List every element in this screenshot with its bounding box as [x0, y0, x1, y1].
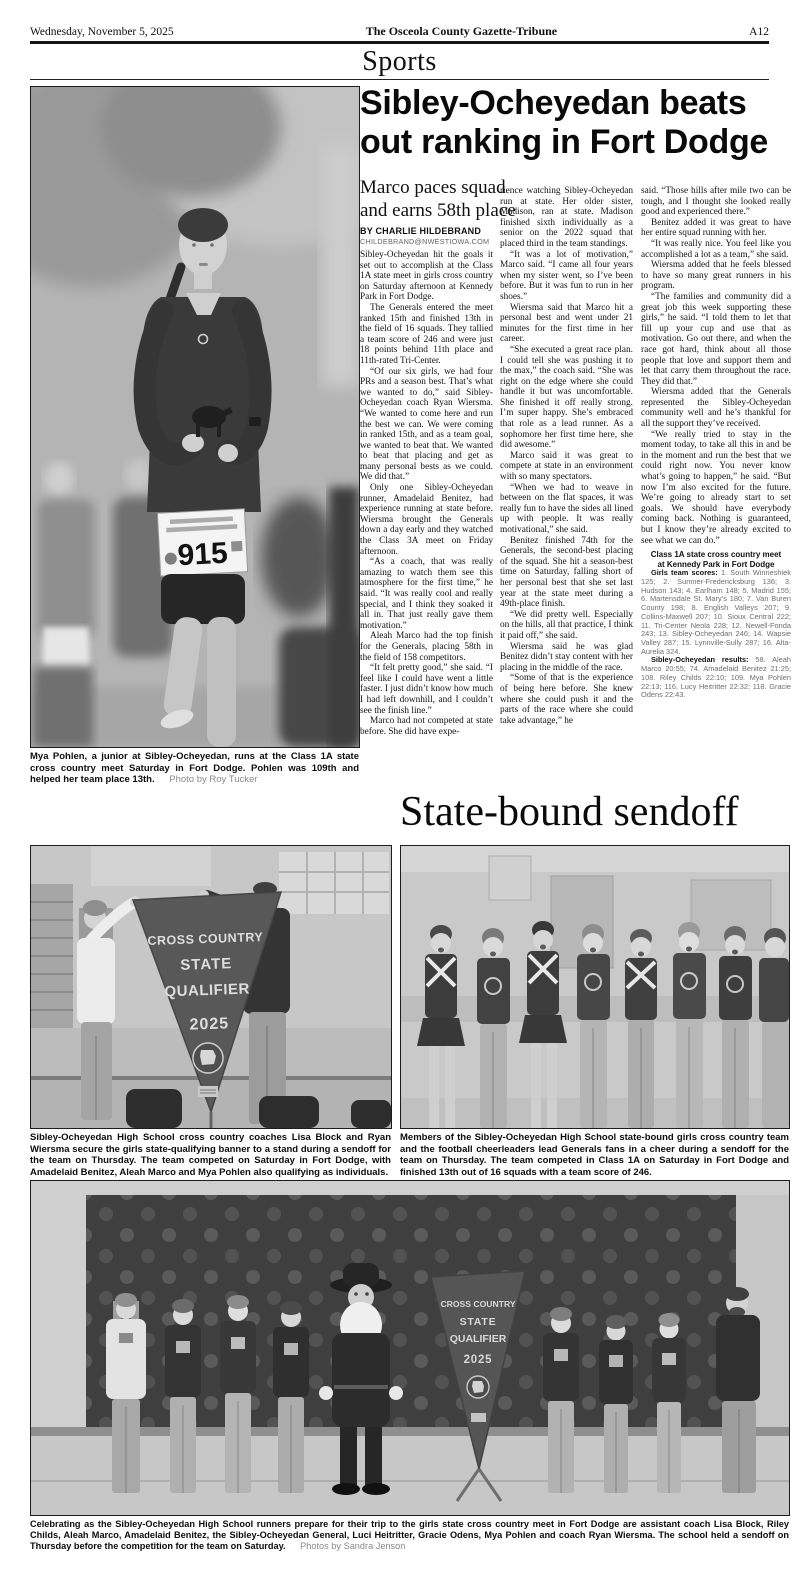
- issue-date: Wednesday, November 5, 2025: [30, 26, 174, 38]
- paragraph: “It was a lot of motivation,” Marco said. “I came all four years when my sister went, so I’ve been before. But it was fun to run in her shoes.”: [500, 249, 633, 302]
- team-scores-label: Girls team scores:: [651, 568, 721, 578]
- paragraph: “It was really nice. You feel like you accomplished a lot as a team,” she said.: [641, 238, 791, 260]
- right-leg: [207, 617, 236, 747]
- banner-line4: 2025: [189, 1015, 230, 1034]
- caption-text: Celebrating as the Sibley-Ocheyedan High School runners prepare for their trip to the girls state cross country meet in Fort Dodge are assistant coach Lisa Block, Riley Childs, Aleah Marco, Amadelaid Benitez, the Sibley-Ocheyedan General, Luci Heitritter, Gracie Odens, Mya Pohlen and coach Ryan Wiersma. The school held a sendoff on Thursday before the competition for the team on Saturday.: [30, 1519, 789, 1552]
- cheerleader: [625, 929, 657, 1128]
- hoodie: [106, 1319, 146, 1399]
- paragraph: Benitez added it was great to have her entire squad running with her.: [641, 217, 791, 239]
- caption-text: Members of the Sibley-Ocheyedan High School state-bound girls cross country team and the football cheerleaders lead Generals fans in a cheer during a sendoff for the team on Thursday. The team competed in Class 1A on Saturday in Fort Dodge and finished 13th out of 16 squads with a team score of 246.: [400, 1132, 789, 1178]
- results-box: [641, 550, 791, 700]
- paragraph: Only one Sibley-Ocheyedan runner, Amadelaid Benitez, had experience running at state before. Wiersma brought the Generals down a day early and they watched the Class 3A meet on Friday afternoon.: [360, 483, 493, 557]
- byline-email: CHILDEBRAND@NWESTIOWA.COM: [360, 237, 490, 246]
- paragraph: “As a coach, that was really amazing to watch them see this atmosphere for the first time,” he said. “It was really cool and really special, and I think they soaked it all in. That just really gave them motivation.”: [360, 557, 493, 631]
- paragraph: “We did pretty well. Especially on the hills, all that practice, I think it paid off,” she said.: [500, 609, 633, 641]
- banner-line1: CROSS COUNTRY: [147, 930, 264, 949]
- paragraph: Sibley-Ocheyedan hit the goals it set out to accomplish at the Class 1A state meet in girls cross country on Saturday afternoon at Kennedy Park in Fort Dodge.: [360, 250, 493, 303]
- paragraph: Wiersma said that Marco hit a personal best and went under 21 minutes for the first time in her career.: [500, 302, 633, 345]
- paragraph: “She executed a great race plan. I could tell she was pushing it to the max,” the coach said. “She was right on the edge where she could handle it but was uncomfortable. She finished it off really strong. I’m super happy. She’s embraced that role as a lead runner. As a sophomore her first time here, she did awesome.”: [500, 344, 633, 451]
- so-results-text: 58. Aleah Marco 20:55; 74. Amadelaid Benitez 21:25; 108. Riley Childs 22:10; 109. Mya Pohlen 22:13; 116. Lucy Heitritter 22:32; 118. Gracie Odens 22:43.: [641, 655, 791, 700]
- team-member: [577, 924, 610, 1128]
- masthead-title: The Osceola County Gazette-Tribune: [365, 24, 558, 38]
- so-results: [641, 656, 791, 700]
- banner-logo-icon: [198, 1086, 218, 1097]
- coaches-photo-caption: [30, 1132, 391, 1178]
- paragraph: “The families and community did a great job this week supporting these girls,” he said. “I told them to let that fill up your cup and use that as motivation. Go out there, and when the race got hard, think about all those people that love and support them and let that carry them throughout the race. They did that.”: [641, 291, 791, 387]
- results-title-line2: at Kennedy Park in Fort Dodge: [657, 559, 775, 569]
- paragraph: “Some of that is the experience of being here before. She knew where she could push it and the parts of the race where she could take advantage,” he: [500, 673, 633, 726]
- paragraph: “Of our six girls, we had four PRs and a season best. That’s what we wanted to do,” said Sibley-Ocheyedan coach Ryan Wiersma. “We wanted to come here and run the best we can. We were coming in ranked 15th, and as a team goal, we wanted to beat that. We wanted to beat that placing and get as many personal bests as we could. We did that.”: [360, 366, 493, 483]
- so-results-label: Sibley-Ocheyedan results:: [651, 655, 756, 665]
- mascot-coat: [332, 1333, 390, 1427]
- paragraph: “When we had to weave in between on the flat spaces, it was really fun to have the sides all lined up with people. It was really motivational,” she said.: [500, 482, 633, 535]
- team-scores-text: 1. South Winneshiek 125; 2. Sumner-Fredericksburg 136; 3. Hudson 143; 4. Earlham 148; 5. Madrid 155; 6. Martensdale St. Mary’s 180; 7. Van Buren County 198; 8. English Valleys 207; 9. Collins-Maxwell 207; 10. Sioux Central 222; 11. Tri-Center Neola 228; 12. Newell-Fonda 243; 13. Sibley-Ocheyedan 246; 14. Wapsie Valley 287; 15. Lynnville-Sully 287; 16. Alta-Aurelia 324.: [641, 568, 791, 656]
- runner-photo-caption: [30, 751, 359, 786]
- article-headline: Sibley-Ocheyedan beats out ranking in Fort Dodge: [360, 84, 769, 161]
- team-member: [719, 926, 752, 1128]
- article-column-2: [500, 186, 633, 726]
- white-top: [77, 938, 115, 1024]
- paragraph: Aleah Marco had the top finish for the Generals, placing 58th in the field of 158 competitors.: [360, 631, 493, 663]
- race-bib: [157, 509, 247, 576]
- byline: BY CHARLIE HILDEBRAND: [360, 226, 482, 236]
- banner-logo-icon: [471, 1413, 486, 1422]
- article-column-3: [641, 186, 791, 700]
- cheer-photo-caption: [400, 1132, 789, 1178]
- paragraph: Marco said it was great to compete at state in an environment with so many spectators.: [500, 450, 633, 483]
- sendoff-headline: State-bound sendoff: [400, 789, 739, 835]
- left-hand: [182, 434, 204, 452]
- banner-line1: CROSS COUNTRY: [440, 1299, 516, 1309]
- bib-number: 915: [176, 536, 229, 573]
- coaches-banner-photo: [30, 845, 392, 1129]
- blurred-bib: [43, 627, 89, 667]
- page-number: A12: [749, 26, 769, 38]
- assistant-coach: [106, 1293, 146, 1493]
- caption-text: Sibley-Ocheyedan High School cross country coaches Lisa Block and Ryan Wiersma secure the girls state-qualifying banner to a stand during a sendoff for the team on Thursday. The team competed on Saturday in Fort Dodge, with Amadelaid Benitez, Aleah Marco and Mya Pohlen also qualifying as individuals.: [30, 1132, 391, 1178]
- section-rule: [30, 79, 769, 80]
- right-hand: [218, 444, 238, 462]
- header-rule: [30, 41, 769, 44]
- paragraph: said. “Those hills after mile two can be tough, and I thought she looked really good and experienced there.”: [641, 186, 791, 218]
- banner-line3: QUALIFIER: [164, 980, 251, 1001]
- paragraph: The Generals entered the meet ranked 15th and finished 13th in the field of 16 squads. They tallied a team score of 246 and were just 18 points behind 11th place and 11th-rated Tri-Center.: [360, 302, 493, 366]
- neck: [194, 271, 212, 289]
- group-photo: [30, 1180, 790, 1516]
- paragraph: Benitez finished 74th for the Generals, the second-best placing of the squad. She hit a season-best time on Saturday, falling short of her personal best that she set last year at the state meet during a 49th-place finish.: [500, 535, 633, 610]
- group-photo-illustration: [31, 1181, 789, 1515]
- results-title-line1: Class 1A state cross country meet: [650, 550, 782, 560]
- photo-credit: Photos by Sandra Jenson: [300, 1541, 406, 1552]
- runner-photo: [30, 86, 360, 748]
- cheer-photo-illustration: [401, 846, 789, 1128]
- cheer-photo: [400, 845, 790, 1129]
- coaches-photo-illustration: [31, 846, 391, 1128]
- banner-line4: 2025: [463, 1354, 493, 1366]
- article-deck: Marco paces squad and earns 58th place: [360, 177, 516, 221]
- paragraph: Wiersma added that the Generals represented the Sibley-Ocheyedan community well and he’s thankful for all the support they’ve received.: [641, 387, 791, 430]
- photo-credit: Photo by Roy Tucker: [169, 774, 258, 786]
- paragraph: Wiersma added that he feels blessed to have so many great runners in his program.: [641, 260, 791, 292]
- paragraph: “We really tried to stay in the moment today, to take all this in and be in the moment and run the best that we could right now. You never know what’s going to happen,” he said. “But now I’m also excited for the future. We’re going to already start to set goals. We should have everybody coming back. Nothing is guaranteed, but I know they’re already excited to see what we can do.”: [641, 429, 791, 546]
- caption-text: Mya Pohlen, a junior at Sibley-Ocheyedan, runs at the Class 1A state cross country meet Saturday in Fort Dodge. Pohlen was 109th and helped her team place 13th.: [30, 751, 359, 786]
- article-column-1: [360, 250, 493, 737]
- banner-line2: STATE: [179, 955, 233, 974]
- masthead-row: [30, 24, 769, 39]
- group-photo-caption: [30, 1519, 789, 1553]
- shorts: [161, 574, 245, 624]
- runner-4: [543, 1307, 579, 1493]
- banner-line3: QUALIFIER: [449, 1333, 507, 1345]
- coach-right: [716, 1287, 760, 1493]
- paragraph: “It felt pretty good,” she said. “I feel like I could have went a little faster. I just didn’t know how much I had left downhill, and I couldn’t see the finish line.”: [360, 663, 493, 716]
- runner-1: [165, 1299, 201, 1493]
- hair: [178, 208, 228, 242]
- section-title: Sports: [362, 46, 437, 77]
- bleachers: [31, 884, 73, 1034]
- runner-photo-illustration: [31, 87, 359, 747]
- paragraph: Marco had not competed at state before. She did have expe-: [360, 716, 493, 737]
- watch: [249, 417, 261, 426]
- gym-windows: [279, 852, 389, 914]
- paragraph: rience watching Sibley-Ocheyedan run at state. Her older sister, Madison, ran at state. Madison finished sixth individually as a senior on the 2022 squad that placed third in the team standings.: [500, 186, 633, 249]
- paragraph: Wiersma said he was glad Benitez didn’t stay content with her placing in the middle of the race.: [500, 641, 633, 673]
- banner-line2: STATE: [459, 1316, 497, 1328]
- team-scores: [641, 569, 791, 656]
